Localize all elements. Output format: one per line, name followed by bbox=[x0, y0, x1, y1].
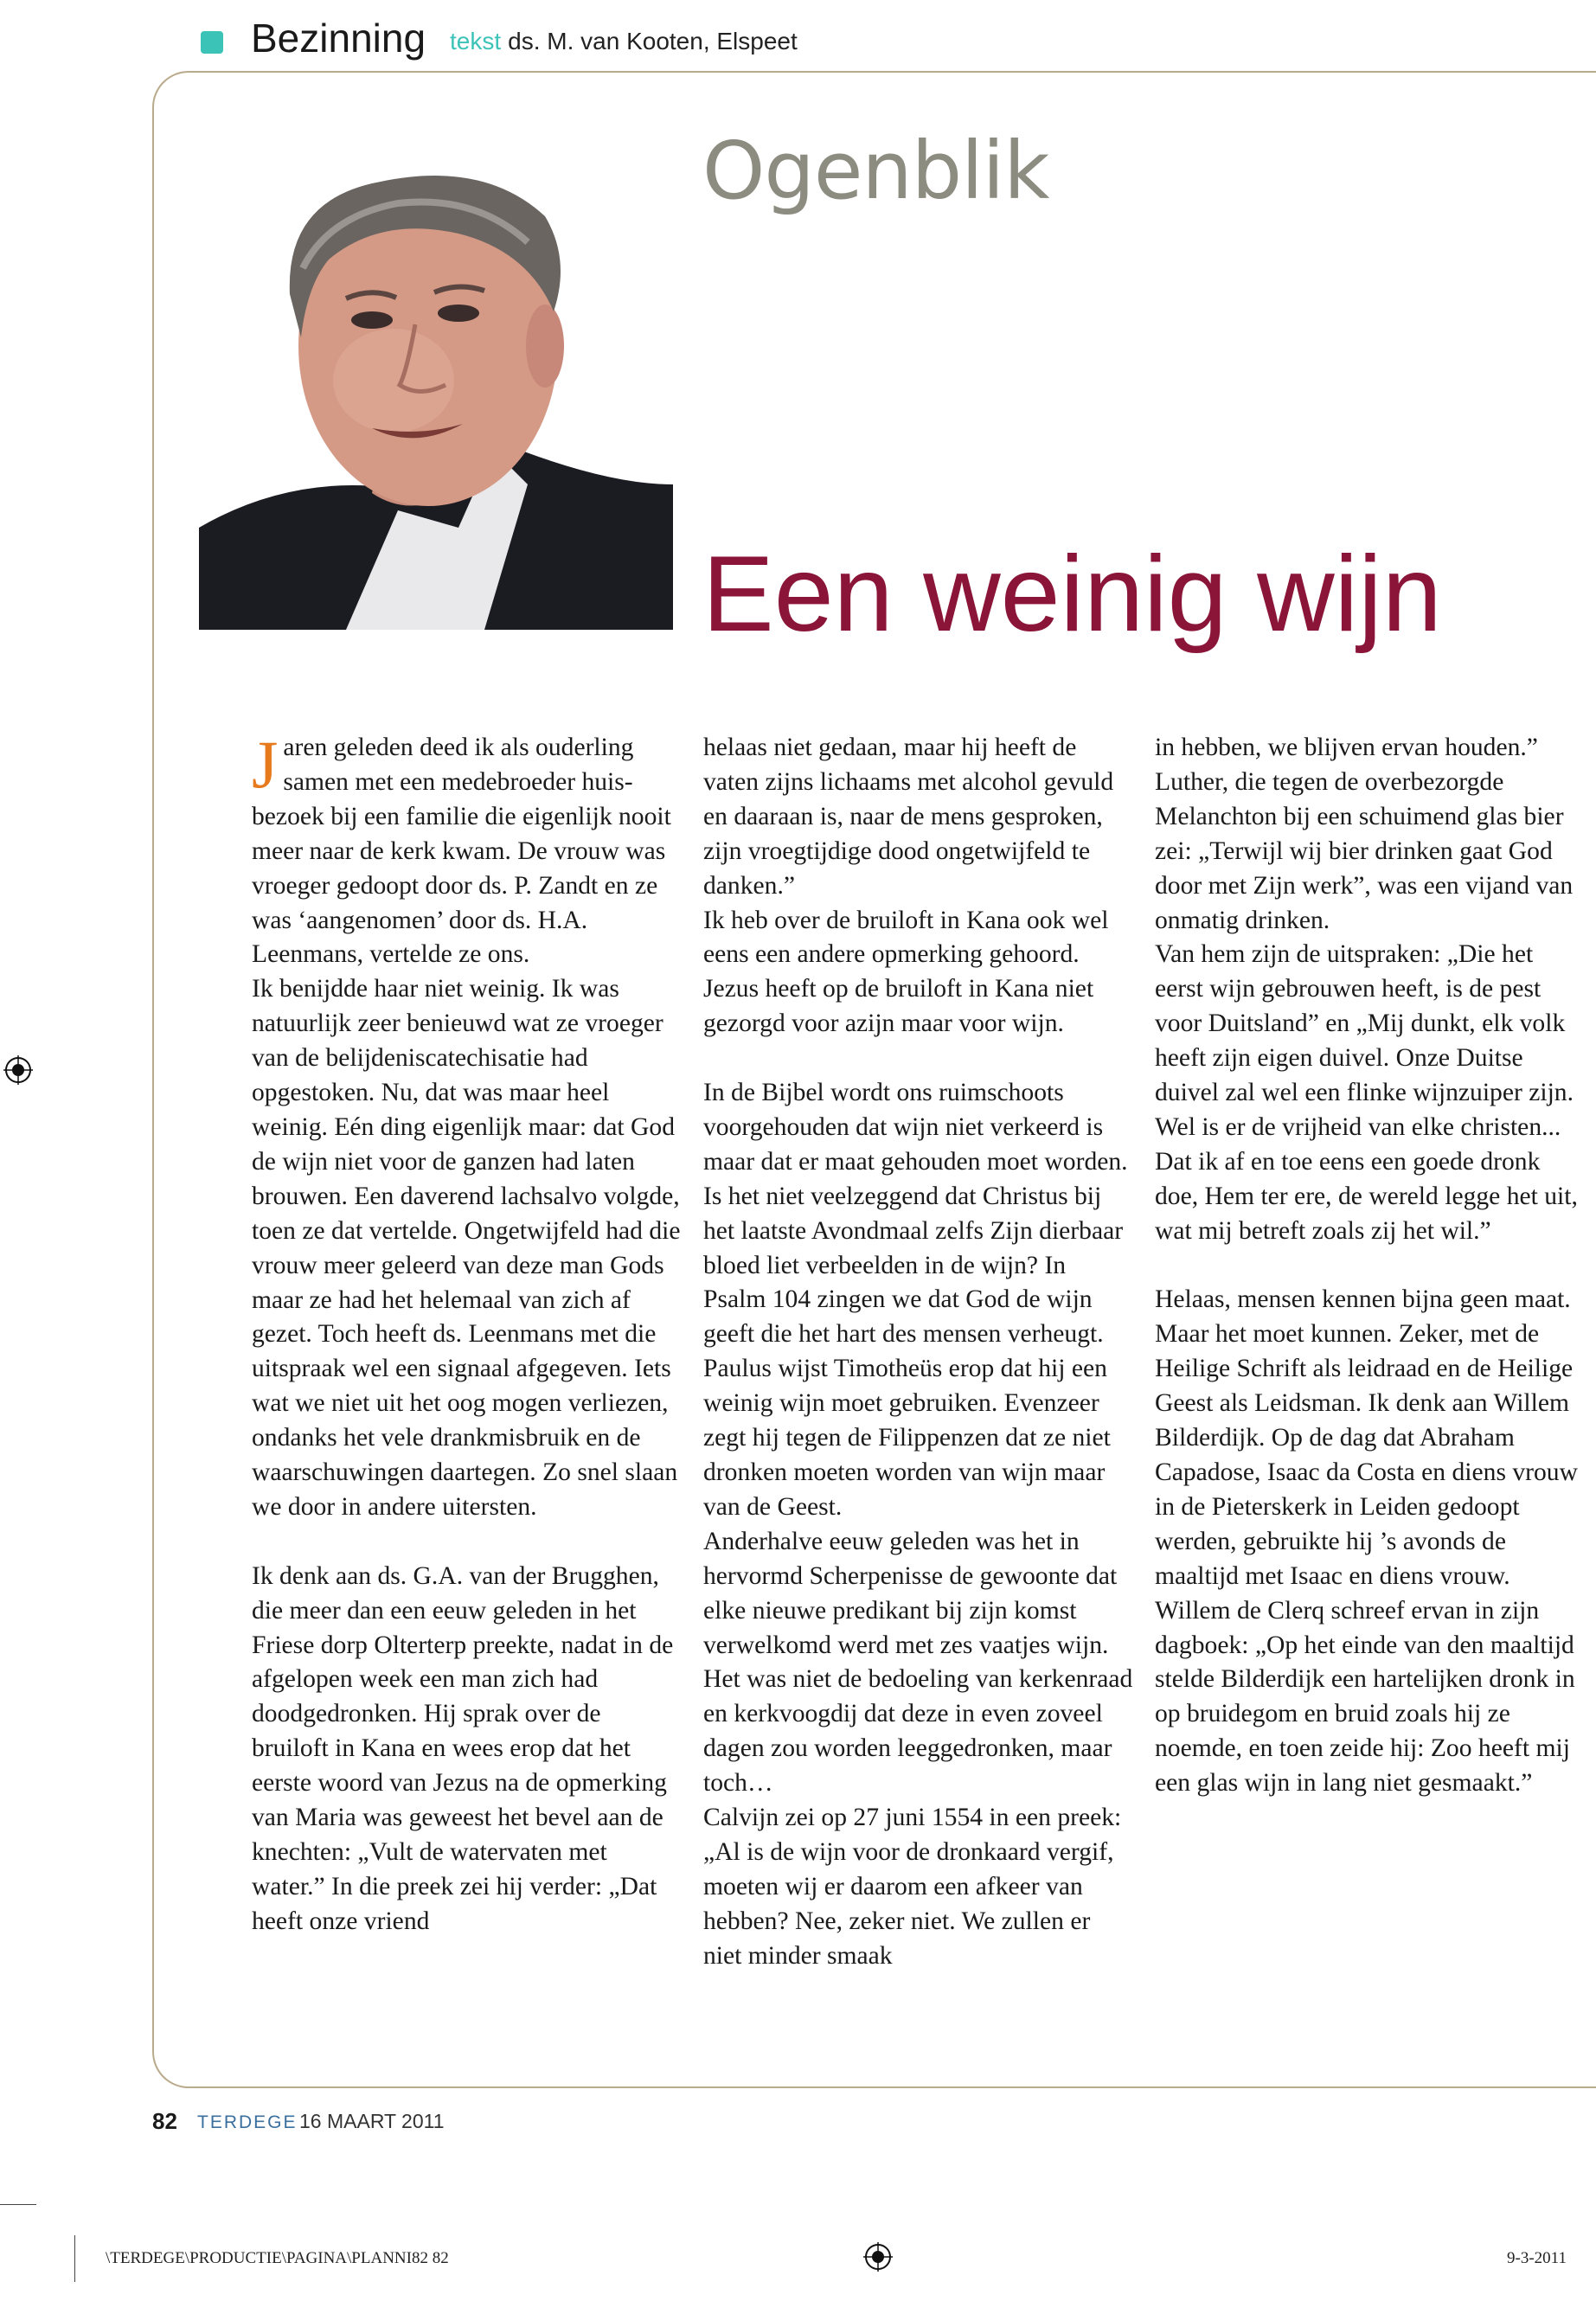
registration-mark-icon bbox=[863, 2242, 893, 2272]
byline bbox=[450, 26, 798, 57]
author-photo bbox=[199, 121, 673, 630]
paragraph: Helaas, mensen kennen bijna geen maat. Maar het moet kunnen. Zeker, met de Heilige Schrift als leidraad en de Heilige Geest als Leidsman. Ik denk aan Willem Bilderdijk. Op de dag dat Abraham Capadose, Isaac da Costa en diens vrouw in de Pieterskerk in Leiden gedoopt werden, gebruikte hij ’s avonds de maaltijd met Isaac en diens vrouw. bbox=[1155, 1285, 1578, 1590]
print-slug-date: 9-3-2011 bbox=[1507, 2249, 1567, 2267]
crop-mark bbox=[0, 2204, 36, 2205]
text-column-1 bbox=[252, 727, 683, 1939]
text-column-2 bbox=[703, 731, 1134, 1974]
issue-date: 16 MAART 2011 bbox=[299, 2110, 445, 2132]
paragraph: Jaren geleden deed ik als ouderling samen met een medebroeder huisbezoek bij een familie die eigenlijk nooit meer naar de kerk kwam. De vrouw was vroeger gedoopt door ds. P. Zandt en ze was ‘aangenomen’ door ds. H.A. Leenmans, vertelde ze ons. bbox=[252, 727, 671, 969]
crop-mark bbox=[74, 2235, 75, 2282]
text-column-3 bbox=[1155, 731, 1586, 1801]
kicker-title: Ogenblik bbox=[702, 125, 1049, 217]
paragraph: Ik denk aan ds. G.A. van der Brugghen, die meer dan een eeuw geleden in het Friese dorp Olterterp preekte, nadat in de afgelopen week een man zich had doodgedronken. Hij sprak over de bruiloft in Kana en wees erop dat het eerste woord van Jezus na de opmerking van Maria was geweest het bevel aan de knechten: „Vult de watervaten met water.” In die preek zei hij verder: „Dat heeft onze vriend bbox=[252, 1561, 674, 1935]
paragraph: in hebben, we blijven ervan houden.” Luther, die tegen de overbezorgde Melanchton bij een schuimend glas bier zei: „Terwijl wij bier drinken gaat God door met Zijn werk”, was een vijand van onmatig drinken. bbox=[1155, 734, 1574, 934]
paragraph: Ik benijdde haar niet weinig. Ik was natuurlijk zeer benieuwd wat ze vroeger van de belijdeniscatechisatie had opgestoken. Nu, dat was maar heel weinig. Eén ding eigenlijk maar: dat God de wijn niet voor de ganzen had laten brouwen. Een daverend lachsalvo volgde, toen ze dat vertelde. Ongetwijfeld had die vrouw meer geleerd van deze man Gods maar ze had het helemaal van zich af gezet. Toch heeft ds. Leenmans met die uitspraak wel een signaal afgegeven. Iets wat we niet uit het oog mogen verliezen, ondanks het vele drankmisbruik en de waarschuwingen daartegen. Zo snel slaan we door in andere uitersten. bbox=[252, 975, 681, 1521]
print-slug-path: \TERDEGE\PRODUCTIE\PAGINA\PLANNI82 82 bbox=[106, 2249, 449, 2267]
section-marker-icon bbox=[201, 31, 223, 54]
paragraph: Van hem zijn de uitspraken: „Die het eerst wijn gebrouwen heeft, is de pest voor Duitsland” en „Mij dunkt, elk volk heeft zijn eigen duivel. Onze Duitse duivel zal wel een flinke wijnzuiper zijn. Wel is er de vrijheid van elke christen... Dat ik af en toe eens een goede dronk doe, Hem ter ere, de wereld legge het uit, wat mij betreft zoals zij het wil.” bbox=[1155, 940, 1578, 1245]
paragraph: Ik heb over de bruiloft in Kana ook wel eens een andere opmerking gehoord. Jezus heeft op de bruiloft in Kana niet gezorgd voor azijn maar voor wijn. bbox=[703, 906, 1109, 1038]
headline: Een weinig wijn bbox=[702, 535, 1442, 654]
byline-author: ds. M. van Kooten, Elspeet bbox=[508, 28, 798, 54]
paragraph: Anderhalve eeuw geleden was het in hervormd Scherpenisse de gewoonte dat elke nieuwe predikant bij zijn komst verwelkomd werd met zes vaatjes wijn. Het was niet de bedoeling van kerkenraad en kerkvoogdij dat deze in even zoveel dagen zou worden leeggedronken, maar toch… bbox=[703, 1527, 1133, 1798]
paragraph: Willem de Clerq schreef ervan in zijn dagboek: „Op het einde van den maaltijd stelde Bilderdijk een hartelijken dronk in op bruidegom en bruid zoals hij ze noemde, en toen zeide hij: Zoo heeft mij een glas wijn in lang niet gesmaakt.” bbox=[1155, 1596, 1575, 1798]
paragraph: helaas niet gedaan, maar hij heeft de vaten zijns lichaams met alcohol gevuld en daaraan is, naar de mens gesproken, zijn vroegtijdige dood ongetwijfeld te danken.” bbox=[703, 734, 1114, 900]
drop-cap: J bbox=[252, 727, 279, 802]
magazine-name: TERDEGE bbox=[197, 2112, 298, 2132]
section-title: Bezinning bbox=[251, 16, 426, 61]
paragraph: Calvijn zei op 27 juni 1554 in een preek: „Al is de wijn voor de dronkaard vergif, moeten wij er daarom een afkeer van hebben? Nee, zeker niet. We zullen er niet minder smaak bbox=[703, 1804, 1122, 1970]
registration-mark-icon bbox=[3, 1055, 33, 1085]
byline-label: tekst bbox=[450, 28, 502, 54]
page-number: 82 bbox=[152, 2108, 177, 2134]
paragraph: In de Bijbel wordt ons ruimschoots voorgehouden dat wijn niet verkeerd is maar dat er maat gehouden moet worden. Is het niet veelzeggend dat Christus bij het laatste Avondmaal zelfs Zijn dierbaar bloed liet verbeelden in de wijn? In Psalm 104 zingen we dat God de wijn geeft die het hart des mensen verheugt. Paulus wijst Timotheüs erop dat hij een weinig wijn moet gebruiken. Evenzeer zegt hij tegen de Filippenzen dat ze niet dronken moeten worden van wijn maar van de Geest. bbox=[703, 1079, 1128, 1521]
